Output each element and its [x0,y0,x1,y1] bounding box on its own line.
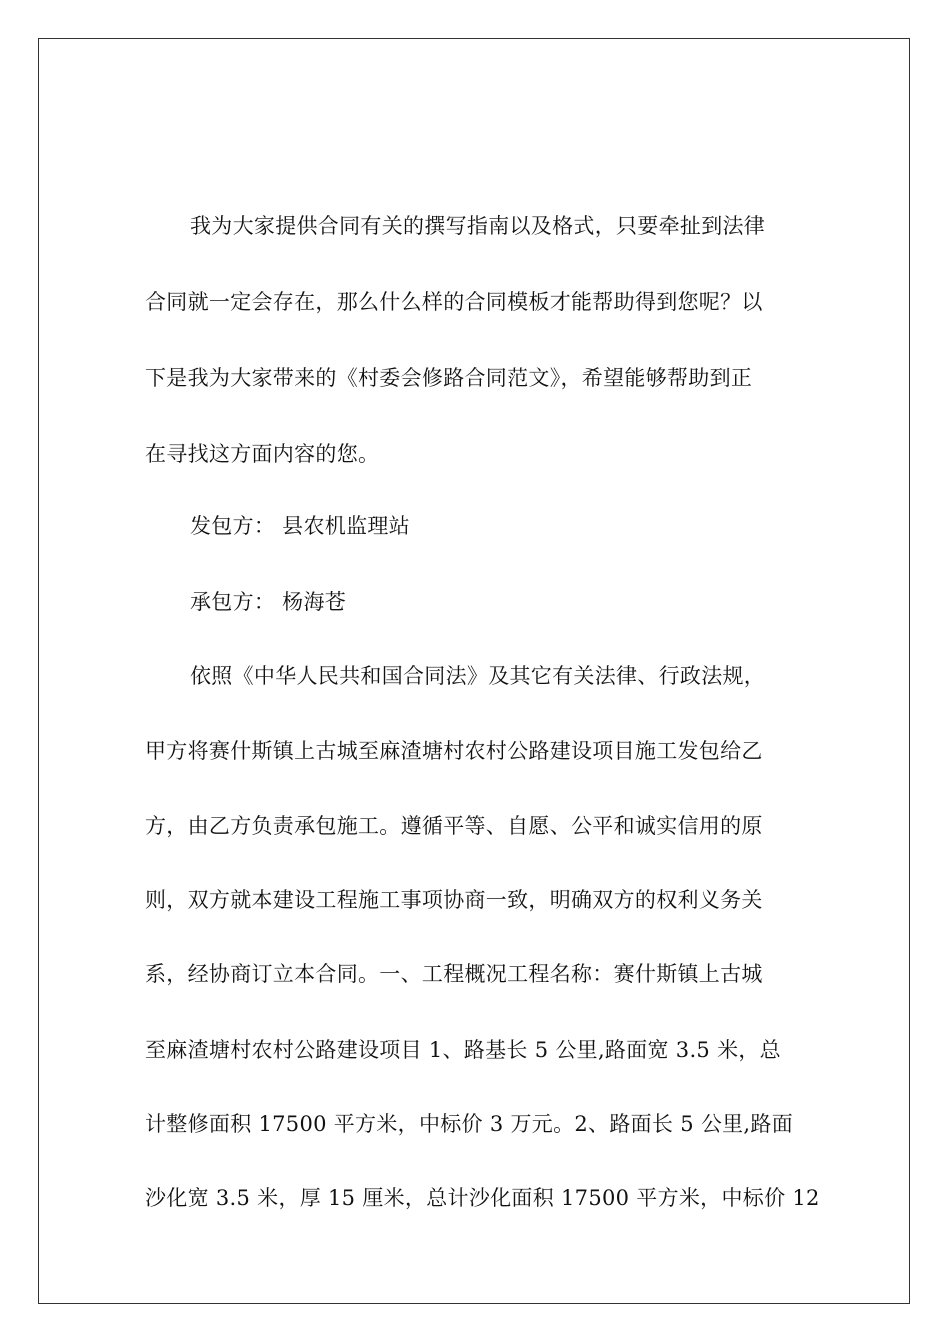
paragraph-intro-line-3: 下是我为大家带来的《村委会修路合同范文》，希望能够帮助到正 [145,366,753,390]
paragraph-body-line-7: 计整修面积 17500 平方米，中标价 3 万元。2、路面长 5 公里,路面 [145,1112,794,1136]
paragraph-body-line-5: 系，经协商订立本合同。一、工程概况工程名称：赛什斯镇上古城 [145,962,763,986]
paragraph-body-line-6: 至麻渣塘村农村公路建设项目 1、路基长 5 公里,路面宽 3.5 米，总 [145,1038,781,1062]
paragraph-body-line-1: 依照《中华人民共和国合同法》及其它有关法律、行政法规， [190,664,766,688]
paragraph-body-line-3: 方，由乙方负责承包施工。遵循平等、自愿、公平和诚实信用的原 [145,814,763,838]
paragraph-body-line-8: 沙化宽 3.5 米，厚 15 厘米，总计沙化面积 17500 平方米，中标价 12 [145,1186,820,1210]
paragraph-body-line-4: 则，双方就本建设工程施工事项协商一致，明确双方的权利义务关 [145,888,763,912]
paragraph-body-line-2: 甲方将赛什斯镇上古城至麻渣塘村农村公路建设项目施工发包给乙 [145,739,763,763]
paragraph-intro-line-4: 在寻找这方面内容的您。 [145,442,380,466]
paragraph-intro-line-1: 我为大家提供合同有关的撰写指南以及格式，只要牵扯到法律 [190,214,766,238]
employer-line: 发包方： 县农机监理站 [190,514,410,538]
paragraph-intro-line-2: 合同就一定会存在，那么什么样的合同模板才能帮助得到您呢？以 [145,290,763,314]
contractor-line: 承包方： 杨海苍 [190,590,347,614]
